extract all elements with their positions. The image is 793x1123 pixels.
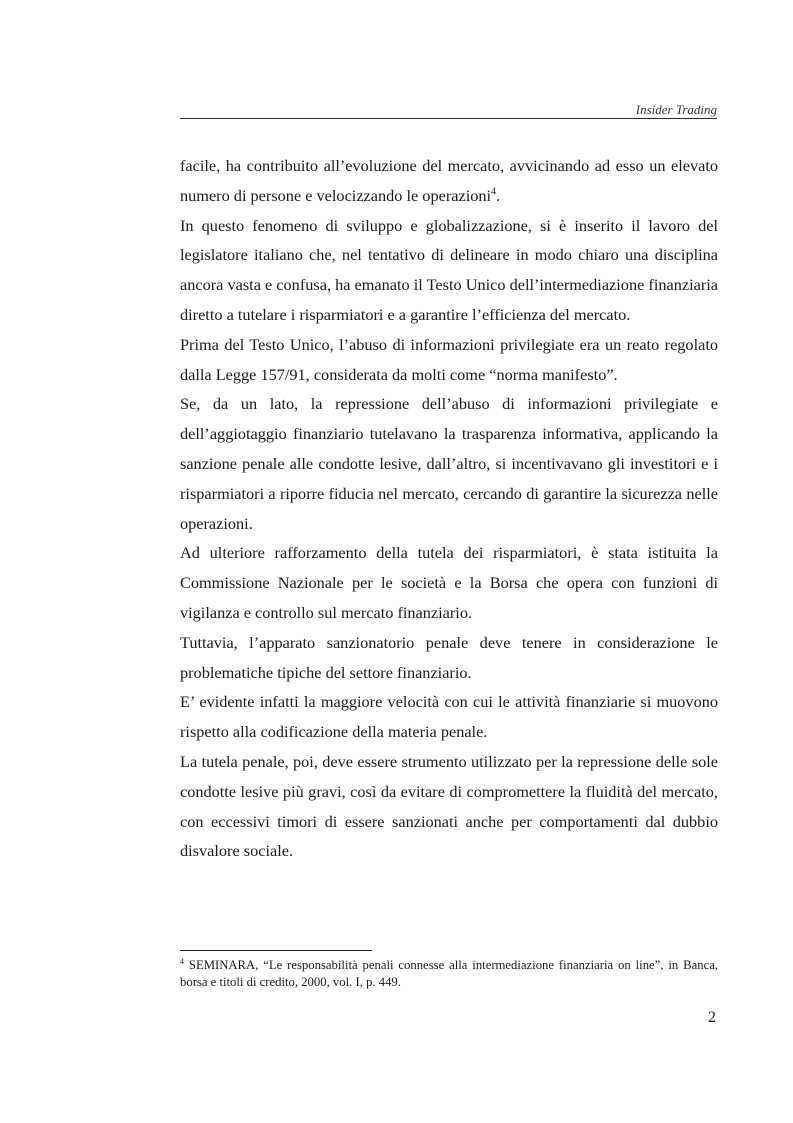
- footnote: [180, 957, 718, 991]
- footnote-separator: [180, 950, 372, 951]
- paragraph: Se, da un lato, la repressione dell’abuso di informazioni privilegiate e dell’aggiotaggio finanziario tutelavano la trasparenza informativa, applicando la sanzione penale alle condotte lesive, dall’altro, si incentivavano gli investitori e i risparmiatori a riporre fiducia nel mercato, cercando di garantire la sicurezza nelle operazioni.: [180, 394, 718, 533]
- running-header: [180, 100, 717, 119]
- footnote-text: SEMINARA, “Le responsabilità penali connesse alla intermediazione finanziaria on line”, in Banca, borsa e titoli di credito, 2000, vol. I, p. 449.: [180, 958, 718, 989]
- paragraph: La tutela penale, poi, deve essere strumento utilizzato per la repressione delle sole condotte lesive più gravi, così da evitare di compromettere la fluidità del mercato, con eccessivi timori di essere sanzionati anche per comportamenti dal dubbio disvalore sociale.: [180, 751, 718, 861]
- paragraph: In questo fenomeno di sviluppo e globalizzazione, si è inserito il lavoro del legislatore italiano che, nel tentativo di delineare in modo chiaro una disciplina ancora vasta e confusa, ha emanato il Testo Unico dell’intermediazione finanziaria diretto a tutelare i risparmiatori e a garantire l’efficienza del mercato.: [180, 215, 718, 324]
- paragraph: [180, 151, 718, 211]
- paragraph: Tuttavia, l’apparato sanzionatorio penale deve tenere in considerazione le problematiche tipiche del settore finanziario.: [180, 632, 718, 682]
- footnote-reference[interactable]: 4: [491, 186, 497, 198]
- footnote-number: 4: [180, 956, 184, 966]
- paragraph-tail: .: [496, 185, 501, 205]
- page-number: 2: [708, 1009, 716, 1026]
- paragraph-text: facile, ha contribuito all’evoluzione del mercato, avvicinando ad esso un elevato numero di persone e velocizzando le operazioni: [180, 156, 718, 205]
- paragraph: E’ evidente infatti la maggiore velocità con cui le attività finanziarie si muovono rispetto alla codificazione della materia penale.: [180, 692, 718, 742]
- paragraph: Ad ulteriore rafforzamento della tutela dei risparmiatori, è stata istituita la Commissione Nazionale per le società e la Borsa che opera con funzioni di vigilanza e controllo sul mercato finanziario.: [180, 543, 718, 622]
- header-title: Insider Trading: [635, 102, 717, 117]
- body-text: [180, 151, 718, 866]
- paragraph: Prima del Testo Unico, l’abuso di informazioni privilegiate era un reato regolato dalla Legge 157/91, considerata da molti come “norma manifesto”.: [180, 334, 718, 384]
